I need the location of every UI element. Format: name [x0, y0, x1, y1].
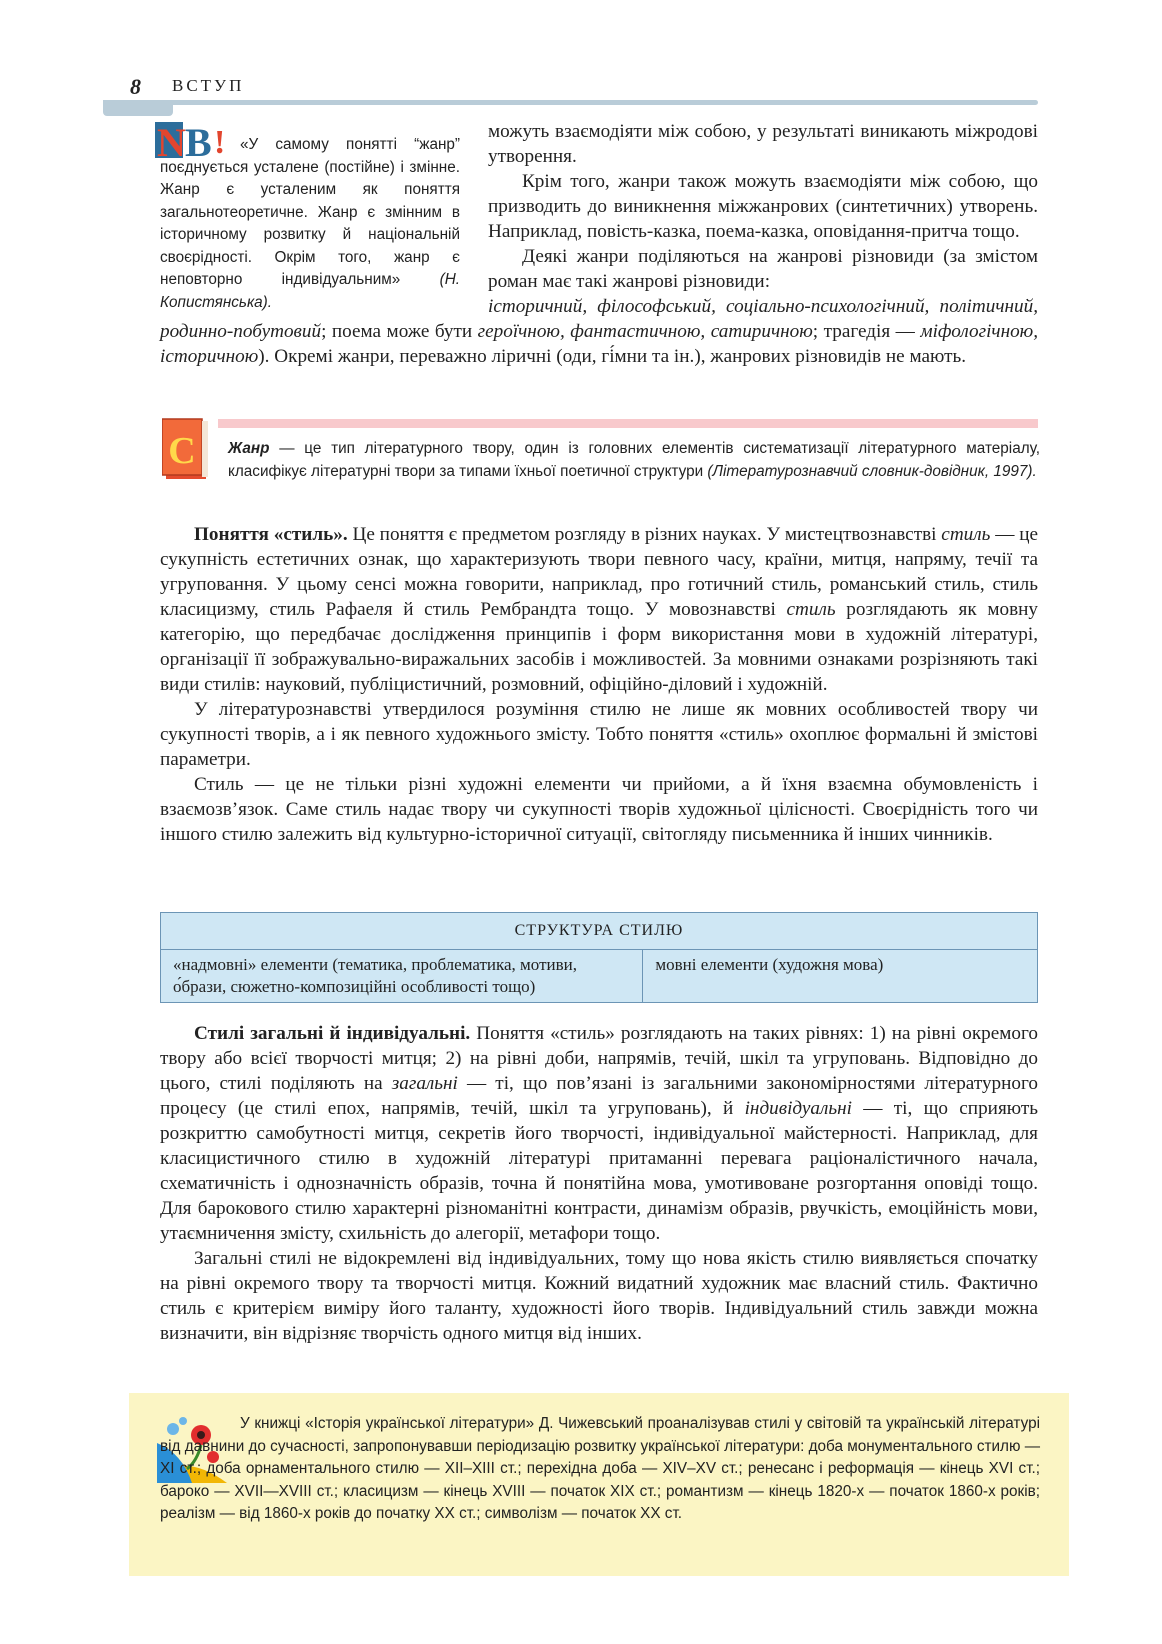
text-span: — ті, що сприяють розкриттю самобутності митця, секретів його творчості, індивідуальної майстерності. Наприклад, для класицистичного стилю в художній літературі притаманні перевага раціоналістичного начала, схематичність і однозначність образів, точна й понятійна мова, умотивоване розгортання оповіді тощо. Для барокового стилю характерні різноманітні контрасти, динамізм образів, рвучкість, емоційність мови, утаємничення змісту, схильність до алегорії, метафори тощо.	[160, 1098, 1038, 1244]
styles-general-section	[160, 1021, 1038, 1346]
nb-quote-text: «У самому понятті “жанр” поєднується усталене (постійне) і змінне. Жанр є усталеним як поняття загальнотеоретичне. Жанр є змінним в історичному розвитку й національній своєрідності. Окрім того, жанр є неповторно індивідуальним»	[160, 136, 460, 288]
table-cell-right: мовні елементи (художня мова)	[643, 950, 1038, 1003]
paragraph: У літературознавстві утвердилося розуміння стилю не лише як мовних особливостей твору чи сукупності творів, а і як певного художнього змісту. Тобто поняття «стиль» охоплює формальні й змістові параметри.	[160, 699, 1038, 770]
text-span: Поняття «стиль» розглядають на таких рівнях: 1) на рівні окремого твору або всієї творчості митця; 2) на рівні доби, напрямів, течій, шкіл та угруповань. Відповідно до цього, стилі поділяють на	[160, 1023, 1038, 1094]
section-heading: Поняття «стиль».	[194, 524, 348, 545]
paragraph: Крім того, жанри також можуть взаємодіяти між собою, що призводить до виникнення міжжанрових (синтетичних) утворень. Наприклад, повість-казка, поема-казка, оповідання-притча тощо.	[488, 171, 1038, 242]
paragraph: Деякі жанри поділяються на жанрові різновиди (за змістом роман має такі жанрові різновиди:	[488, 246, 1038, 292]
paragraph: Загальні стилі не відокремлені від індивідуальних, тому що нова якість стилю виявляється спочатку на рівні окремого твору та творчості митця. Кожний видатний художник має власний стиль. Фактично стиль є критерієм виміру його таланту, художності його творів. Індивідуальний стиль завжди можна визначити, він відрізняє творчість одного митця від інших.	[160, 1248, 1038, 1344]
italic-term: стиль	[941, 524, 991, 545]
style-structure-table	[160, 912, 1038, 1003]
definition-body: — це тип літературного твору, один із головних елементів систематизації літературного матеріалу, класифікує літературні твори за типами їхньої поетичної структури	[228, 440, 1040, 480]
text-span: розглядають як мовну категорію, що передбачає дослідження принципів і форм використання мови в художній літературі, організації її зображувально-виражальних засобів і можливостей. За мовними ознаками розрізняють такі види стилів: науковий, публіцистичний, розмовний, офіційно-діловий і художній.	[160, 599, 1038, 695]
paragraph	[160, 1021, 1038, 1246]
italic-term: міфологічною, історичною	[160, 321, 1039, 367]
definition-text	[228, 438, 1040, 483]
section-title: ВСТУП	[172, 76, 245, 95]
italic-term: історичний, філософський, соціально-психологічний, політичний, родинно-побутовий	[160, 296, 1038, 342]
svg-text:B: B	[185, 120, 212, 160]
table-title: СТРУКТУРА СТИЛЮ	[161, 913, 1038, 950]
italic-term: індивідуальні	[744, 1098, 852, 1119]
italic-term: героїчною, фантастичною, сатиричною	[477, 321, 813, 342]
text-span: — ті, що пов’язані із загальними закономірностями літературного процесу (це стилі епох, напрямів, течій, шкіл та угруповань), й	[160, 1073, 1038, 1119]
text-span: ; трагедія —	[812, 321, 921, 342]
section-heading: Стилі загальні й індивідуальні.	[194, 1023, 471, 1044]
style-section	[160, 522, 1038, 847]
genre-varieties-paragraph	[160, 294, 1038, 369]
italic-term: стиль	[786, 599, 836, 620]
definition-bar	[218, 419, 1038, 428]
svg-text:N: N	[157, 120, 186, 160]
table-cell-left: «надмовні» елементи (тематика, проблематика, мотиви, о́брази, сюжетно-композиційні особливості тощо)	[161, 950, 643, 1003]
text-span: — це сукупність естетичних ознак, що характеризують твори певного часу, країни, митця, напряму, течії та угруповання. У цьому сенсі можна говорити, наприклад, про готичний стиль, романський стиль, стиль класицизму, стиль Рафаеля й стиль Рембрандта тощо. У мовознавстві	[160, 524, 1038, 620]
paragraph: Стиль — це не тільки різні художні елементи чи прийоми, а й їхня взаємна обумовленість і взаємозв’язок. Саме стиль надає твору чи сукупності творів художньої цілісності. Своєрідність того чи іншого стилю залежить від культурно-історичної ситуації, світогляду письменника й інших чинників.	[160, 774, 1038, 845]
svg-text:С: С	[168, 430, 196, 472]
nb-quote-author: (Н. Копистянська).	[160, 271, 460, 311]
definition-source: (Літературознавчий словник-довідник, 1997).	[707, 462, 1037, 480]
definition-term: Жанр	[228, 440, 270, 457]
header-rule	[103, 100, 1038, 105]
text-span: ). Окремі жанри, переважно ліричні (оди, гі́мни та ін.), жанрових різновидів не мають.	[258, 346, 967, 367]
svg-text:!: !	[214, 124, 226, 160]
dictionary-book-icon	[162, 417, 210, 481]
paragraph: можуть взаємодіяти між собою, у результаті виникають міжродові утворення.	[488, 121, 1038, 167]
page-number: 8	[130, 74, 141, 99]
italic-term: загальні	[391, 1073, 458, 1094]
nb-quote	[160, 134, 460, 314]
text-span: ; поема може бути	[321, 321, 478, 342]
info-box-text: У книжці «Історія української літератури» Д. Чижевський проаналізував стилі у світовій та українській літературі від давнини до сучасності, запропонувавши періодизацію розвитку української літератури: доба монументального стилю — XI ст.; доба орнаментального стилю — XII–XIII ст.; перехідна доба — XIV–XV ст.; ренесанс і реформація — кінець XVI ст.; бароко — XVII—XVIII ст.; класицизм — кінець XVIII — початок XIX ст.; романтизм — кінець 1820-х — початок 1860-х років; реалізм — від 1860-х років до початку XX ст.; символізм — початок XX ст.	[160, 1415, 1040, 1522]
paragraph	[160, 522, 1038, 697]
right-column	[488, 119, 1038, 294]
text-span: Це поняття є предметом розгляду в різних науках. У мистецтвознавстві	[347, 524, 942, 545]
